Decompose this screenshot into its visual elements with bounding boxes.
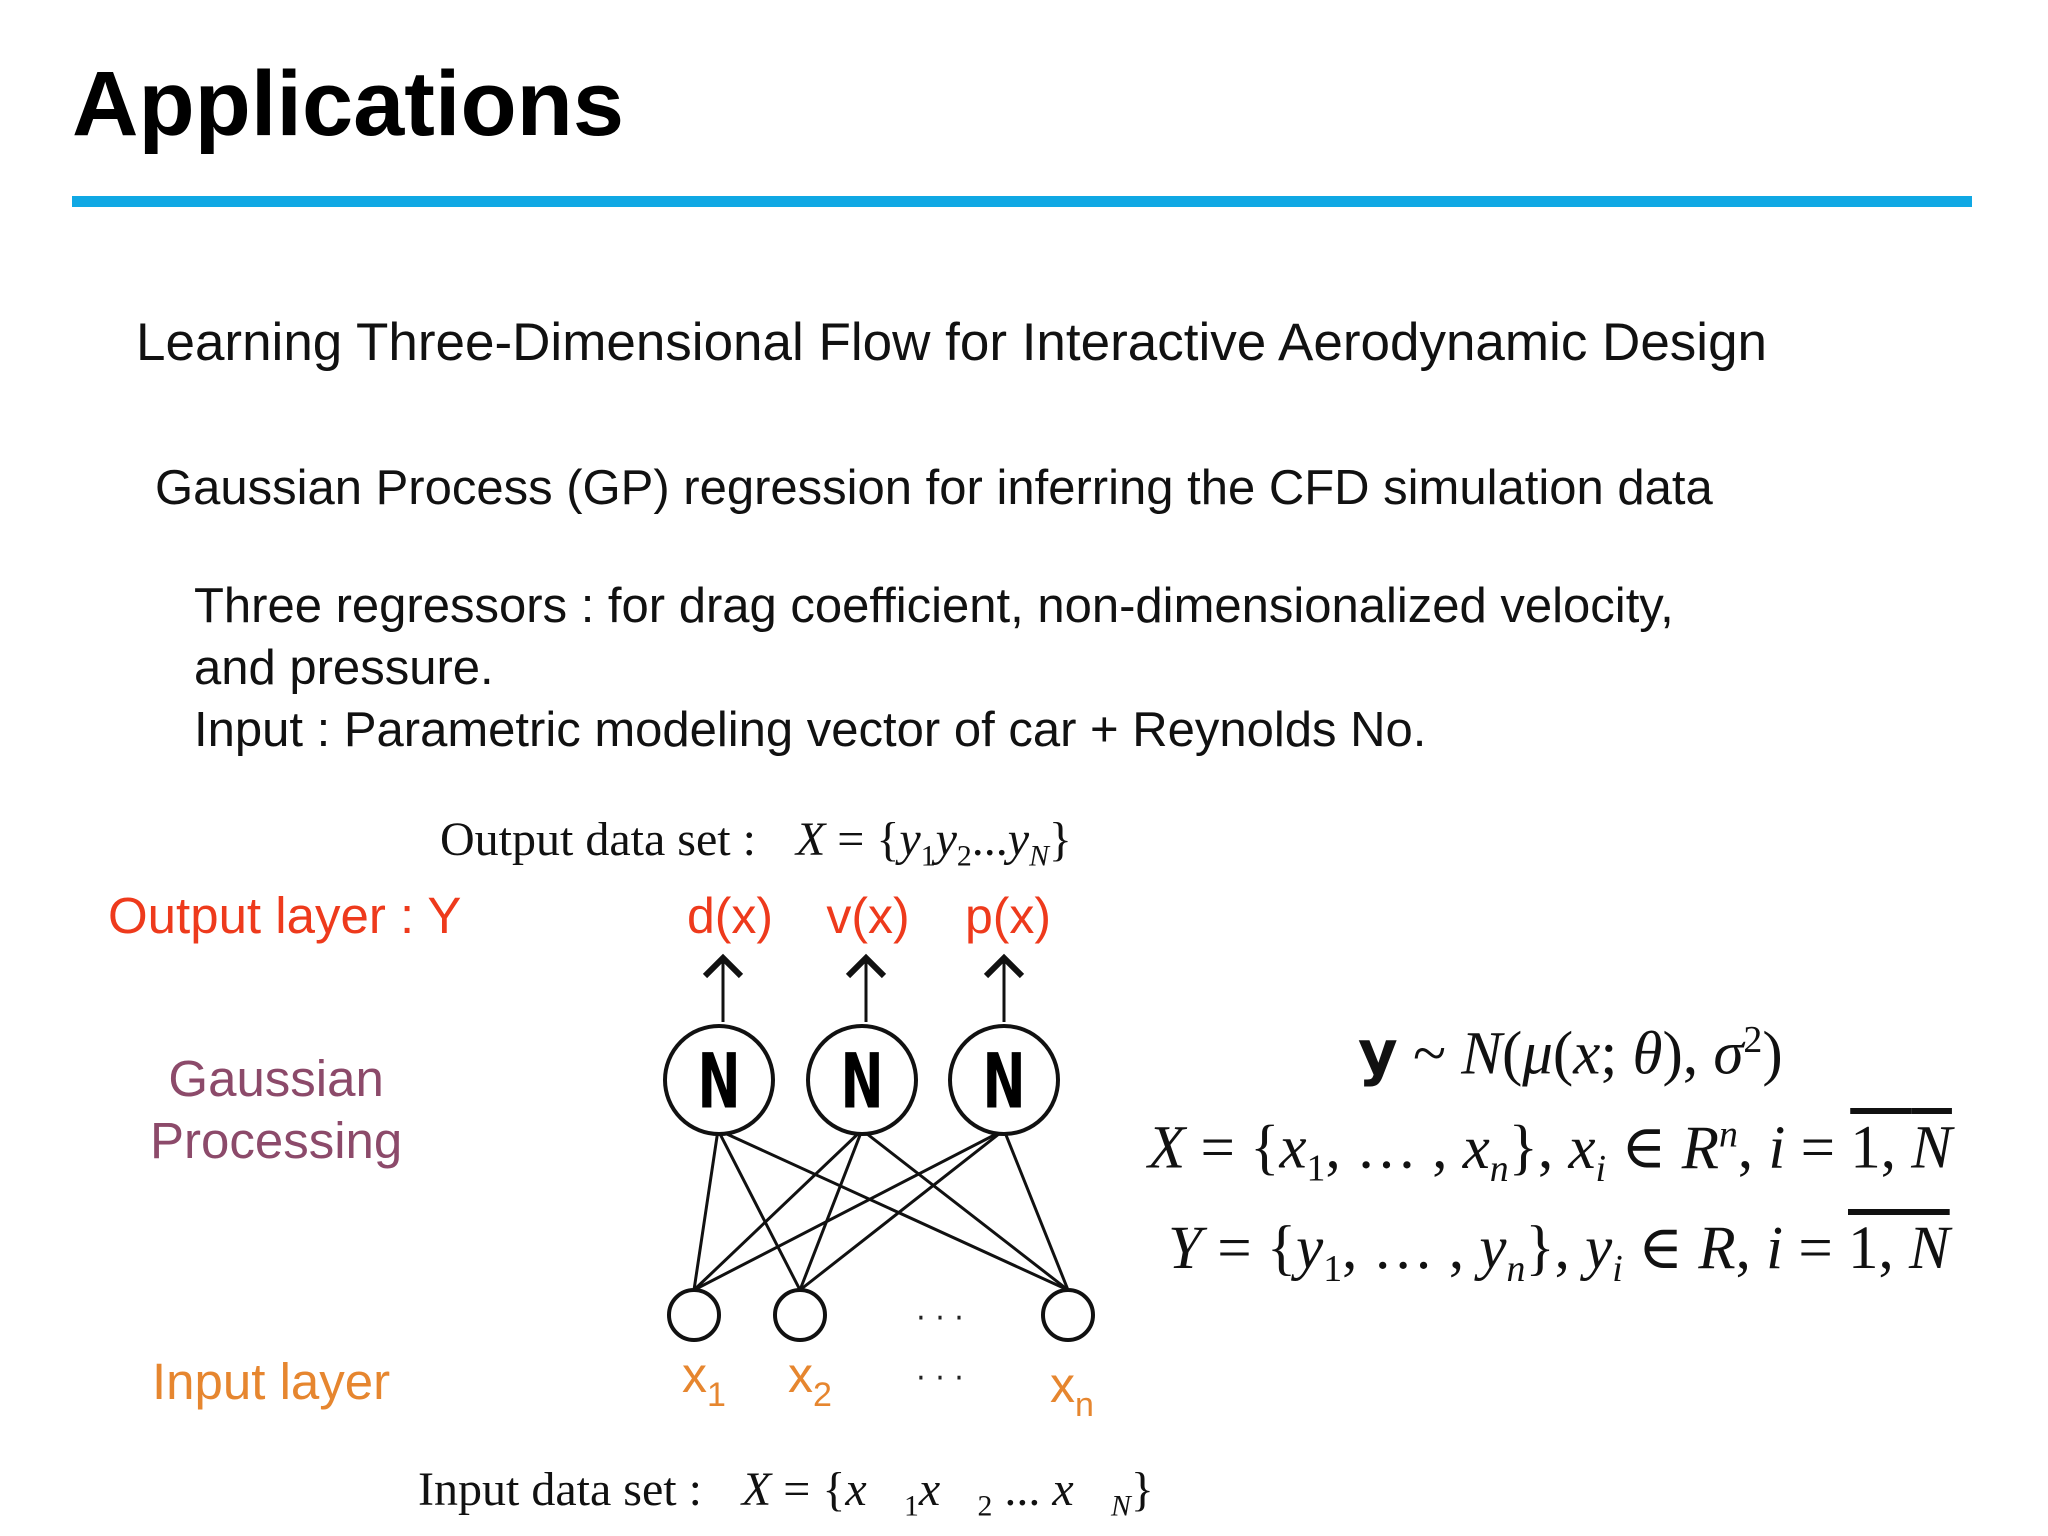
gaussian-label-line2: Processing	[150, 1112, 403, 1169]
output-dataset-formula: Output data set : $X = \{y_1y_2...y_N\}$	[440, 813, 1072, 873]
input-node-1	[669, 1290, 719, 1340]
gp-node-1-symbol: N	[697, 1038, 741, 1127]
bullet-line-2: and pressure.	[194, 641, 494, 695]
heading-gp-regression: Gaussian Process (GP) regression for inferring the CFD simulation data	[155, 461, 1713, 515]
edge-n1-x2	[718, 1130, 800, 1290]
heading-paper-title: Learning Three-Dimensional Flow for Interactive Aerodynamic Design	[136, 313, 1768, 372]
input-label-xn-sub: n	[1075, 1386, 1094, 1424]
output-layer-label: Output layer : Y	[108, 887, 462, 944]
ellipsis-labels: · · ·	[916, 1361, 964, 1396]
input-label-x1-base: x	[682, 1347, 707, 1403]
gp-node-3	[950, 1026, 1058, 1134]
input-node-2	[775, 1290, 825, 1340]
gaussian-label-line1: Gaussian	[168, 1050, 384, 1107]
input-label-x2	[788, 1347, 832, 1414]
input-dataset-label: Input data set :	[418, 1463, 702, 1516]
gp-node-3-symbol: N	[982, 1038, 1026, 1127]
input-node-n	[1043, 1290, 1093, 1340]
edge-n2-x1	[694, 1130, 862, 1290]
gp-equations	[1148, 1000, 1952, 1309]
equation-y-distribution: y ~ N(μ(x; θ), $\sigma^2$)	[1358, 1017, 1783, 1089]
output-arrows	[723, 958, 1004, 1022]
gp-node-2-symbol: N	[840, 1038, 884, 1127]
output-label-v: v(x)	[826, 888, 910, 944]
equation-y-set: $Y = \{y_1$, … , $y_n$}, $y_i$ ∈ R, i = 1, N	[1168, 1214, 1950, 1291]
input-label-xn-base: x	[1050, 1357, 1075, 1413]
equation-x-set: $X = \{x_1$, … , $x_n$}, $x_i$ ∈ $R^n$, i = 1, N	[1148, 1113, 1952, 1190]
input-label-x2-base: x	[788, 1347, 813, 1403]
input-dataset-formula: Input data set : $X = \{x⃗_1x⃗_2$ ... $x⃗_N$}	[418, 1463, 1154, 1523]
output-dataset-label: Output data set :	[440, 813, 756, 866]
bullet-line-3: Input : Parametric modeling vector of car + Reynolds No.	[194, 703, 1427, 757]
edge-n1-x1	[694, 1130, 718, 1290]
input-layer-label: Input layer	[152, 1353, 391, 1410]
input-label-xn	[1050, 1357, 1094, 1424]
ellipsis-nodes: · · ·	[916, 1301, 964, 1336]
slide-title: Applications	[72, 53, 625, 155]
input-label-x2-sub: 2	[813, 1376, 832, 1414]
bullet-line-1: Three regressors : for drag coefficient, non-dimensionalized velocity,	[194, 579, 1674, 633]
output-label-p: p(x)	[964, 888, 1052, 944]
gp-node-2	[808, 1026, 916, 1134]
input-label-x1	[682, 1347, 726, 1414]
input-label-x1-sub: 1	[707, 1376, 726, 1414]
gp-node-1	[665, 1026, 773, 1134]
network-connections	[694, 1130, 1068, 1290]
edge-n3-x1	[694, 1130, 1004, 1290]
output-label-d: d(x)	[686, 888, 774, 944]
